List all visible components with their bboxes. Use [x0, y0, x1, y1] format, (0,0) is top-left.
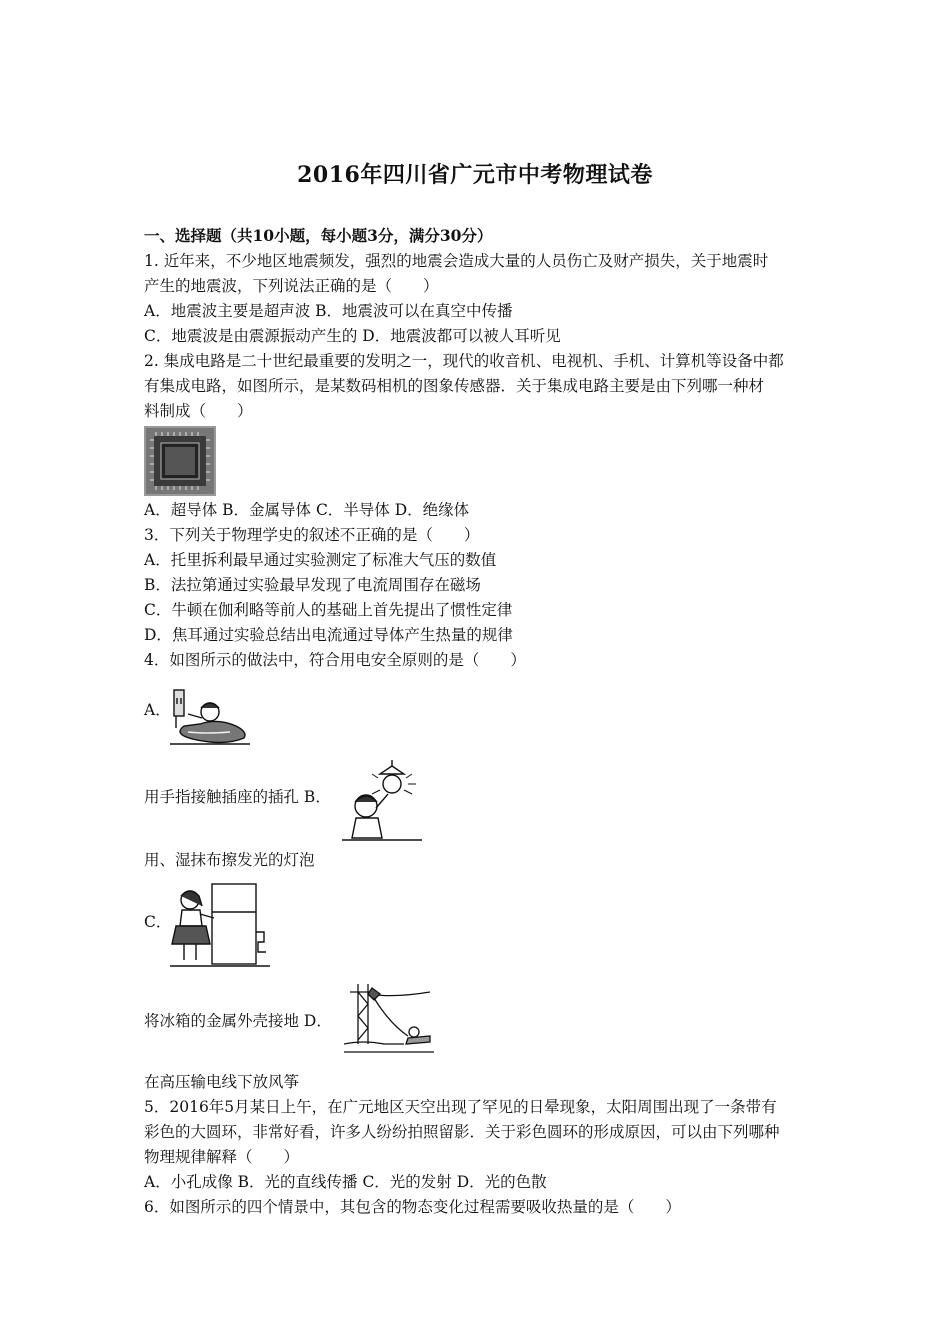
q2-stem-line-3: 料制成（ ） [144, 402, 253, 420]
q3-option-a: A．托里拆利最早通过实验测定了标准大气压的数值 [144, 551, 497, 569]
q1-stem-line-1: 1. 近年来，不少地区地震频发，强烈的地震会造成大量的人员伤亡及财产损失，关于地震时 [144, 252, 769, 270]
q4-option-c-label: C． [144, 913, 172, 931]
q5-stem-line-3: 物理规律解释（ ） [144, 1148, 300, 1166]
q2-stem-line-2: 有集成电路，如图所示，是某数码相机的图象传感器．关于集成电路主要是由下列哪一种材 [144, 377, 765, 395]
q5-stem-line-2: 彩色的大圆环，非常好看，许多人纷纷拍照留影．关于彩色圆环的形成原因，可以由下列哪种 [144, 1123, 780, 1141]
q3-option-d: D．焦耳通过实验总结出电流通过导体产生热量的规律 [144, 626, 513, 644]
q6-stem: 6．如图所示的四个情景中，其包含的物态变化过程需要吸收热量的是（ ） [144, 1198, 681, 1216]
wet-cloth-bulb-image [342, 760, 422, 842]
q1-stem-line-2: 产生的地震波，下列说法正确的是（ ） [144, 277, 439, 295]
finger-socket-image [170, 688, 250, 746]
q1-options-ab: A．地震波主要是超声波 B．地震波可以在真空中传播 [144, 302, 513, 320]
q2-stem-line-1: 2. 集成电路是二十世纪最重要的发明之一，现代的收音机、电视机、手机、计算机等设备中都 [144, 352, 784, 370]
q1-options-cd: C．地震波是由震源振动产生的 D．地震波都可以被人耳听见 [144, 327, 561, 345]
q5-options: A．小孔成像 B．光的直线传播 C．光的发射 D．光的色散 [144, 1173, 547, 1191]
q2-options: A．超导体 B．金属导体 C．半导体 D．绝缘体 [144, 501, 470, 519]
kite-powerline-image [344, 984, 434, 1054]
q4-option-d-text: 在高压输电线下放风筝 [144, 1073, 300, 1091]
q3-option-b: B．法拉第通过实验最早发现了电流周围存在磁场 [144, 576, 481, 594]
q3-stem: 3．下列关于物理学史的叙述不正确的是（ ） [144, 526, 480, 544]
section-heading: 一、选择题（共10小题，每小题3分，满分30分） [144, 226, 493, 245]
q3-option-c: C．牛顿在伽利略等前人的基础上首先提出了惯性定律 [144, 601, 513, 619]
q5-stem-line-1: 5．2016年5月某日上午，在广元地区天空出现了罕见的日晕现象，太阳周围出现了一条带有 [144, 1098, 777, 1116]
fridge-grounding-image [170, 882, 270, 968]
page-title: 2016年四川省广元市中考物理试卷 [297, 162, 653, 188]
q4-option-a-label: A． [144, 701, 171, 719]
chip-sensor-image [144, 426, 216, 496]
q4-option-b-text: 用、湿抹布擦发光的灯泡 [144, 851, 315, 869]
q4-option-a-text-b-label: 用手指接触插座的插孔 B． [144, 788, 331, 806]
q4-stem: 4．如图所示的做法中，符合用电安全原则的是（ ） [144, 651, 526, 669]
q4-option-c-text-d-label: 将冰箱的金属外壳接地 D． [144, 1012, 332, 1030]
